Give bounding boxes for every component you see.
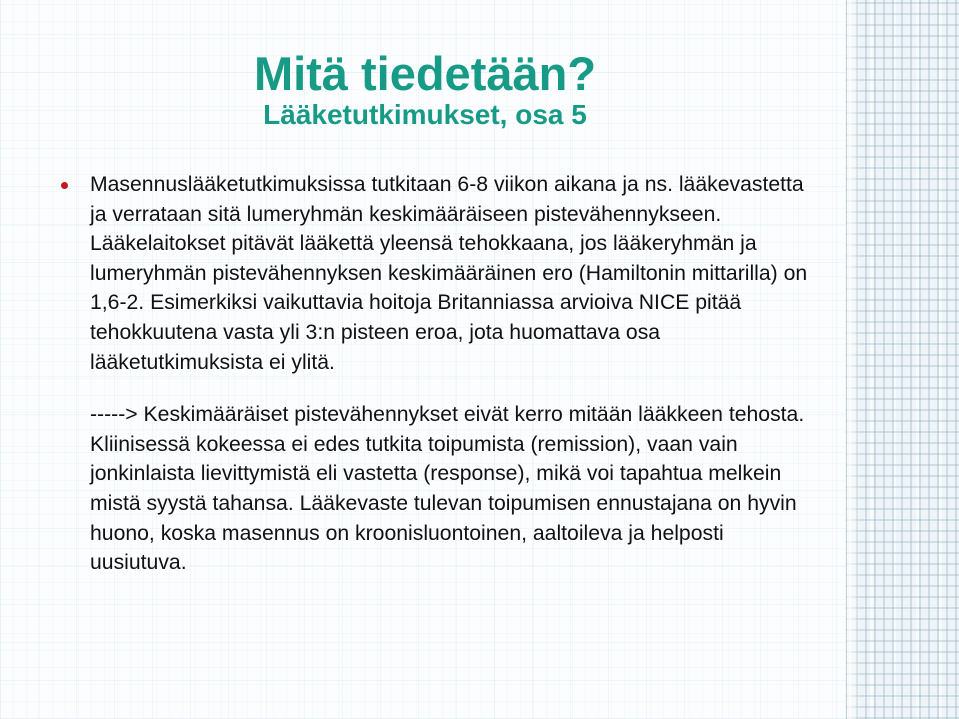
paragraph-2-text: -----> Keskimääräiset pistevähennykset eivät kerro mitään lääkkeen tehosta. Kliinisessä kokeessa ei edes tutkita toipumista (remission), vaan vain jonkinlaista lievittymistä eli vastetta (response), mikä voi tapahtua melkein mistä syystä tahansa. Lääkevaste tulevan toipumisen ennustajana on hyvin huono, koska masennus on kroonisluontoinen, aaltoileva ja helposti uusiutuva.	[90, 403, 805, 575]
slide-body	[90, 170, 820, 578]
bullet-icon	[61, 182, 68, 189]
slide-subtitle: Lääketutkimukset, osa 5	[263, 99, 587, 130]
paragraph-1	[90, 170, 820, 377]
paragraph-2	[90, 400, 820, 578]
paragraph-1-text: Masennuslääketutkimuksissa tutkitaan 6-8 viikon aikana ja ns. lääkevastetta ja verrataan sitä lumeryhmän keskimääräiseen pistevähennykseen. Lääkelaitokset pitävät lääkettä yleensä tehokkaana, jos lääkeryhmän ja lumeryhmän pistevähennyksen keskimääräinen ero (Hamiltonin mittarilla) on 1,6-2. Esimerkiksi vaikuttavia hoitoja Britanniassa arvioiva NICE pitää tehokkuutena vasta yli 3:n pisteen eroa, jota huomattava osa lääketutkimuksista ei ylitä.	[90, 173, 808, 374]
slide-title: Mitä tiedetään?	[253, 47, 597, 100]
decorative-side-band	[846, 0, 959, 719]
